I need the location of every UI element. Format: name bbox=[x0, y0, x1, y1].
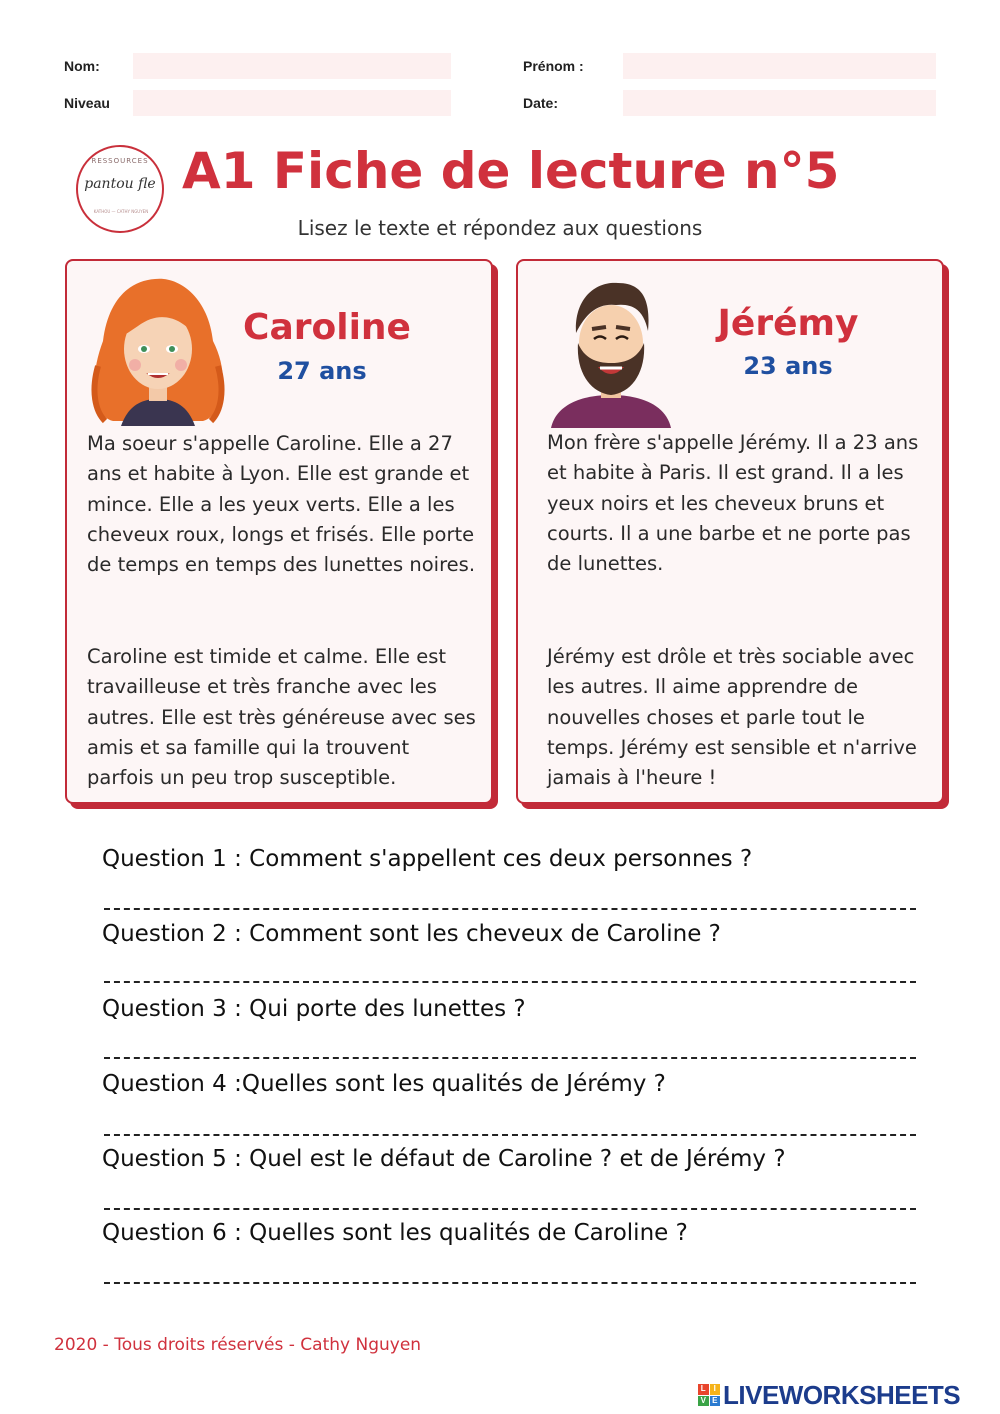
caroline-card bbox=[65, 259, 493, 804]
jeremy-card bbox=[516, 259, 944, 804]
logo-bottom-text: KATHOU — CATHY NGUYEN bbox=[93, 209, 149, 214]
caroline-name: Caroline bbox=[243, 307, 411, 348]
date-field[interactable] bbox=[623, 90, 936, 116]
prenom-label: Prénom : bbox=[523, 58, 584, 74]
answer-line-2[interactable] bbox=[104, 981, 916, 983]
answer-line-6[interactable] bbox=[104, 1282, 916, 1284]
caroline-age: 27 ans bbox=[277, 357, 367, 385]
liveworksheets-icon: L I V E bbox=[698, 1384, 720, 1406]
niveau-field[interactable] bbox=[133, 90, 451, 116]
caroline-paragraph-1: Ma soeur s'appelle Caroline. Elle a 27 ans et habite à Lyon. Elle est grande et mince. Elle a les yeux verts. Elle a les cheveux roux, longs et frisés. Elle porte de temps en temps des lunettes noires. bbox=[87, 432, 476, 577]
jeremy-paragraph-2: Jérémy est drôle et très sociable avec les autres. Il aime apprendre de nouvelles choses et parle tout le temps. Jérémy est sensible et n'arrive jamais à l'heure ! bbox=[547, 645, 917, 790]
caroline-paragraph-2: Caroline est timide et calme. Elle est travailleuse et très franche avec les autres. Elle est très généreuse avec ses amis et sa famille qui la trouvent parfois un peu trop susceptible. bbox=[87, 645, 476, 790]
answer-line-4[interactable] bbox=[104, 1134, 916, 1136]
liveworksheets-text: LIVEWORKSHEETS bbox=[723, 1379, 961, 1410]
nom-field[interactable] bbox=[133, 53, 451, 79]
question-5: Question 5 : Quel est le défaut de Caroline ? et de Jérémy ? bbox=[102, 1146, 786, 1172]
nom-label: Nom: bbox=[64, 58, 100, 74]
question-6: Question 6 : Quelles sont les qualités de Caroline ? bbox=[102, 1220, 688, 1246]
logo-mid-text: pantou fle bbox=[84, 176, 156, 192]
question-2: Question 2 : Comment sont les cheveux de Caroline ? bbox=[102, 921, 721, 947]
question-4: Question 4 :Quelles sont les qualités de Jérémy ? bbox=[102, 1071, 666, 1097]
answer-line-3[interactable] bbox=[104, 1057, 916, 1059]
jeremy-avatar-icon bbox=[546, 273, 676, 428]
prenom-field[interactable] bbox=[623, 53, 936, 79]
jeremy-name: Jérémy bbox=[717, 303, 859, 344]
answer-line-5[interactable] bbox=[104, 1208, 916, 1210]
logo-top-text: RESSOURCES bbox=[91, 157, 149, 165]
page-title: A1 Fiche de lecture n°5 bbox=[182, 142, 840, 200]
question-1: Question 1 : Comment s'appellent ces deux personnes ? bbox=[102, 846, 753, 872]
copyright-footer: 2020 - Tous droits réservés - Cathy Nguyen bbox=[54, 1335, 422, 1355]
date-label: Date: bbox=[523, 95, 559, 111]
page-subtitle: Lisez le texte et répondez aux questions bbox=[297, 216, 703, 240]
caroline-avatar-icon bbox=[83, 271, 233, 426]
jeremy-paragraph-1: Mon frère s'appelle Jérémy. Il a 23 ans et habite à Paris. Il est grand. Il a les yeux noirs et les cheveux bruns et courts. Il a une barbe et ne porte pas de lunettes. bbox=[547, 431, 919, 576]
liveworksheets-logo[interactable] bbox=[698, 1378, 960, 1412]
answer-line-1[interactable] bbox=[104, 908, 916, 910]
jeremy-age: 23 ans bbox=[743, 352, 833, 380]
question-3: Question 3 : Qui porte des lunettes ? bbox=[102, 996, 526, 1022]
niveau-label: Niveau bbox=[64, 95, 110, 111]
